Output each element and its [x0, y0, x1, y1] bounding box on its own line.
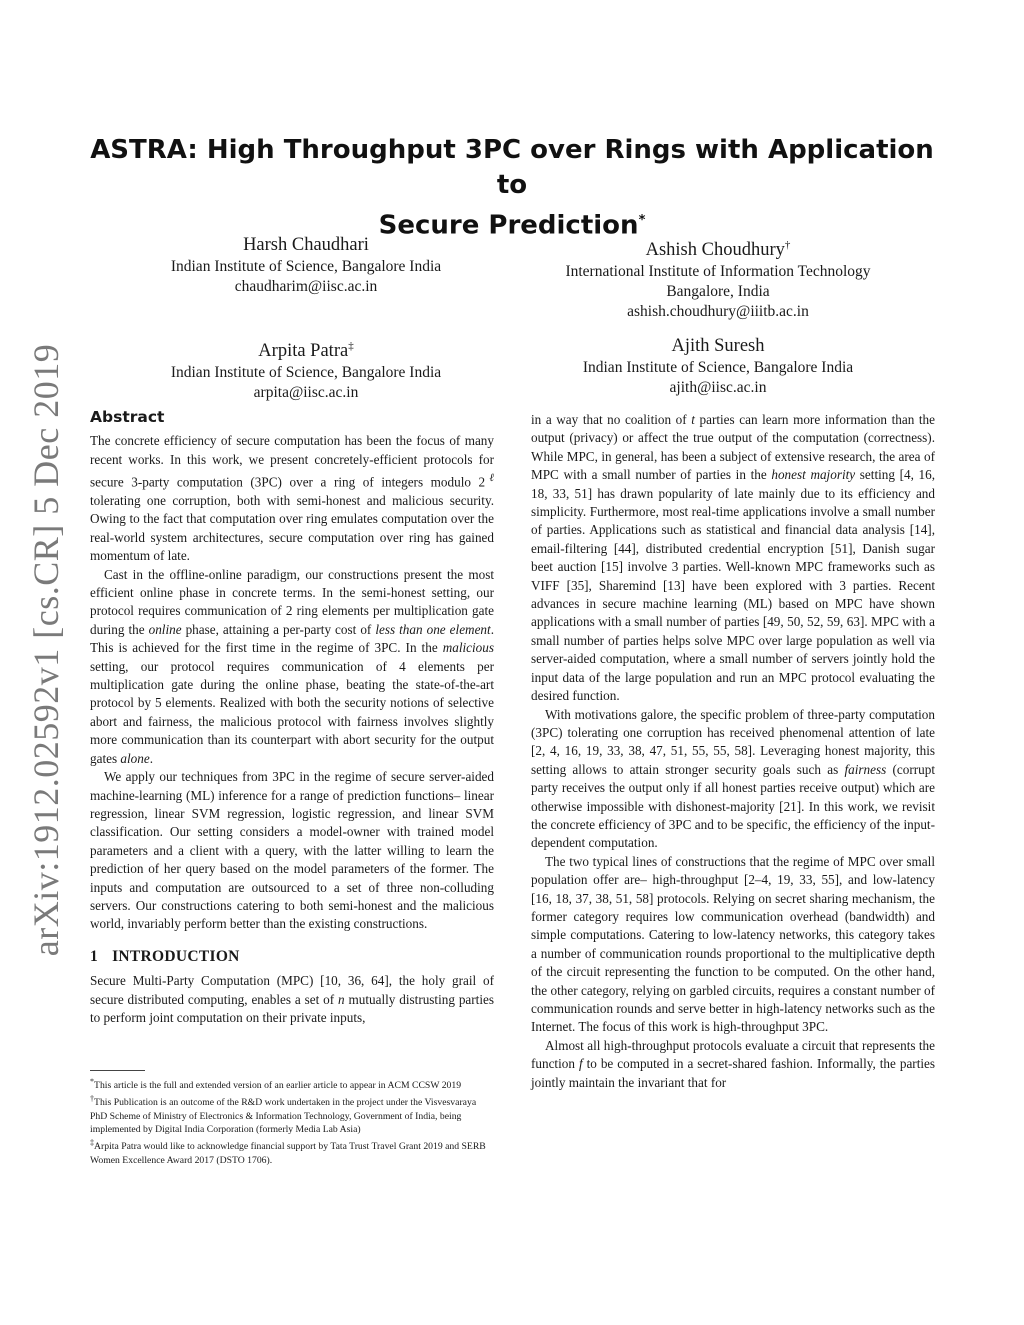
footnote: †This Publication is an outcome of the R&D work undertaken in the project under the Visvesvaraya PhD Scheme of Ministry of Electronics & Information Technology, Government of India, being implemented by Digital India Corporation (formerly Media Lab Asia): [90, 1094, 477, 1136]
body-paragraph: Almost all high-throughput protocols evaluate a circuit that represents the function f to be computed in a secret-shared fashion. Informally, the parties jointly maintain the invariant that for: [531, 1037, 936, 1090]
abstract-paragraph: The concrete efficiency of secure computation has been the focus of many recent works. In this work, we present concretely-efficient protocols for secure 3-party computation (3PC) over a ring of integers modulo $2^\ell$ tolerating one corruption, both with semi-honest and malicious security. Owing to the fact that computation over ring emulates computation over the real-world system architectures, secure computation over ring has gained momentum of late.: [90, 433, 494, 564]
title-footnote-mark: *: [638, 213, 646, 228]
section-heading-introduction: 1 INTRODUCTION: [90, 947, 240, 965]
body-paragraph: in a way that no coalition of t parties can learn more information than the output (privacy) or affect the true output of the computation (correctness). While MPC, in general, has been a subject of extensive research, the area of MPC with a small number of parties in the honest majority setting [4, 16, 18, 33, 51] has drawn popularity of late mainly due to its efficiency and simplicity. Furthermore, most real-time applications involve a small number of parties. Applications such as statistical and financial data analysis [14], email-filtering [44], distributed credential encryption [51], Danish sugar beet auction [15] involve 3 parties. Well-known MPC frameworks such as VIFF [35], Sharemind [13] have been explored with 3 parties. Recent advances in secure machine learning (ML) based on MPC have shown applications with a small number of parties [49, 50, 52, 59, 63]. MPC with a small number of parties helps solve MPC over large population as well via server-aided computation, where a small number of servers jointly hold the input data of the large population and run an MPC protocol evaluating the desired function.: [531, 412, 936, 704]
author-name: Harsh Chaudhari: [243, 235, 369, 255]
author-email: ajith@iisc.ac.in: [669, 379, 767, 396]
paper-title: [90, 133, 934, 244]
author-footnote-mark: †: [784, 239, 791, 251]
author-block-2: [488, 233, 948, 322]
left-column: [90, 408, 494, 1027]
body-paragraph: With motivations galore, the specific problem of three-party computation (3PC) tolerating one corruption has received phenomenal attention of late [2, 4, 16, 19, 33, 38, 47, 51, 55, 55, 58]. Leveraging honest majority, this setting allows to attain stronger security goals such as fairness (corrupt party receives the output only if all honest parties receive output) which are otherwise impossible with dishonest-majority [21]. In this work, we revisit the concrete efficiency of 3PC and to be specific, the efficiency of the input-dependent computation.: [531, 706, 935, 851]
right-column: [531, 411, 935, 1092]
author-block-3: [76, 334, 536, 403]
body-paragraph: The two typical lines of constructions that the regime of MPC over small population offer are– high-throughput [2–4, 19, 33, 55], and low-latency [16, 18, 37, 38, 51, 58] protocols. Relying on secret sharing mechanism, the former category requires low communication overhead (bandwidth) and simple computations. Catering to low-latency networks, this category takes a number of communication rounds proportional to the multiplicative depth of the circuit representing the function to be computed. On the other hand, the other category, relying on garbled circuits, requires a constant number of communication rounds and serve better in high-latency networks such as the Internet. The focus of this work is high-throughput 3PC.: [531, 853, 935, 1035]
author-block-4: [488, 334, 948, 398]
author-name: Arpita Patra: [258, 341, 349, 362]
author-affiliation: Indian Institute of Science, Bangalore India: [170, 258, 442, 275]
footnote-rule: [90, 1070, 145, 1071]
author-block-1: [76, 233, 536, 297]
author-footnote-mark: ‡: [348, 340, 354, 352]
author-email: chaudharim@iisc.ac.in: [234, 278, 378, 295]
author-affiliation: Indian Institute of Science, Bangalore India: [170, 364, 442, 382]
title-line-2: Secure Prediction: [378, 210, 639, 241]
footnote: *This article is the full and extended version of an earlier article to appear in ACM CCSW 2019: [90, 1077, 462, 1092]
footnote: ‡Arpita Patra would like to acknowledge financial support by Tata Trust Travel Grant 2019 and SERB Women Excellence Award 2017 (DSTO 1706).: [90, 1138, 486, 1166]
title-line-1: ASTRA: High Throughput 3PC over Rings with Application to: [90, 135, 934, 200]
abstract-paragraph: Cast in the offline-online paradigm, our constructions present the most efficient online phase in concrete terms. In the semi-honest setting, our protocol requires communication of 2 ring elements per multiplication gate during the online phase, attaining a per-party cost of less than one element. This is achieved for the first time in the regime of 3PC. In the malicious setting, our protocol requires communication of 4 elements per multiplication gate during the online phase, beating the state-of-the-art protocol by 5 elements. Realized with both the security notions of selective abort and fairness, the malicious protocol with fairness involves slightly more communication than its counterpart with abort security for the output gates alone.: [90, 566, 494, 766]
author-email: ashish.choudhury@iiitb.ac.in: [627, 303, 809, 321]
abstract-paragraph: We apply our techniques from 3PC in the regime of secure server-aided machine-learning (ML) inference for a range of prediction functions– linear regression, linear SVM regression, logistic regression, and linear SVM classification. Our setting considers a model-owner with trained model parameters and a client with a query, with the latter willing to learn the prediction of her query based on the model parameters of the former. The inputs and computation are outsourced to a set of three non-colluding servers. Our constructions catering to both semi-honest and the malicious world, invariably perform better than the existing constructions.: [90, 769, 494, 932]
author-affiliation: Bangalore, India: [666, 283, 770, 301]
author-affiliation: Indian Institute of Science, Bangalore India: [582, 359, 854, 376]
abstract-heading: Abstract: [90, 408, 165, 426]
arxiv-id: arXiv:1912.02592v1 [cs.CR] 5 Dec 2019: [26, 343, 66, 957]
body-paragraph: Secure Multi-Party Computation (MPC) [10, 36, 64], the holy grail of secure distributed computing, enables a set of n mutually distrusting parties to perform joint computation on their private inputs,: [90, 973, 494, 1025]
author-name: Ajith Suresh: [671, 336, 765, 356]
author-affiliation: International Institute of Information Technology: [565, 263, 871, 281]
footnotes: [90, 1075, 494, 1167]
author-name: Ashish Choudhury: [645, 240, 785, 261]
author-email: arpita@iisc.ac.in: [253, 384, 359, 402]
